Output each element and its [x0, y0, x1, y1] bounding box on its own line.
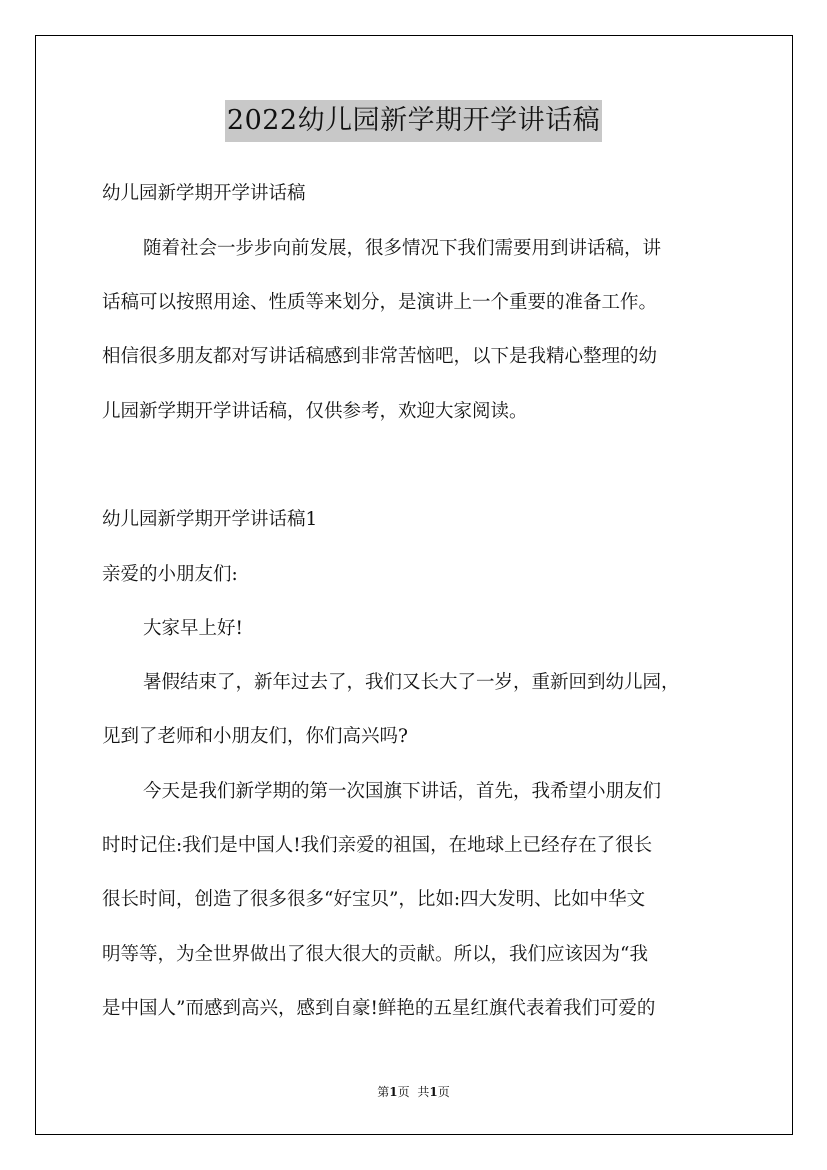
paragraph-line: 今天是我们新学期的第一次国旗下讲话，首先，我希望小朋友们 — [143, 781, 662, 802]
paragraph-line: 是中国人”而感到高兴，感到自豪!鲜艳的五星红旗代表着我们可爱的 — [102, 998, 656, 1019]
title-container — [0, 100, 827, 142]
salutation: 亲爱的小朋友们: — [102, 564, 238, 585]
paragraph-line: 暑假结束了，新年过去了，我们又长大了一岁，重新回到幼儿园， — [143, 672, 680, 693]
intro-line: 话稿可以按照用途、性质等来划分，是演讲上一个重要的准备工作。 — [102, 292, 658, 313]
document-title: 2022幼儿园新学期开学讲话稿 — [225, 100, 602, 142]
document-subtitle: 幼儿园新学期开学讲话稿 — [102, 183, 306, 204]
page-number: 1 — [389, 1085, 398, 1099]
paragraph-line: 见到了老师和小朋友们，你们高兴吗? — [102, 726, 408, 747]
page-footer — [0, 1084, 827, 1100]
intro-line: 儿园新学期开学讲话稿，仅供参考，欢迎大家阅读。 — [102, 401, 528, 422]
total-suffix: 页 — [437, 1085, 450, 1099]
intro-line: 相信很多朋友都对写讲话稿感到非常苦恼吧，以下是我精心整理的幼 — [102, 346, 658, 367]
paragraph-line: 很长时间，创造了很多很多“好宝贝”，比如:四大发明、比如中华文 — [102, 889, 646, 910]
total-prefix: 共 — [417, 1085, 430, 1099]
paragraph-line: 明等等，为全世界做出了很大很大的贡献。所以，我们应该因为“我 — [102, 944, 648, 965]
greeting: 大家早上好! — [143, 618, 243, 639]
section-heading: 幼儿园新学期开学讲话稿1 — [102, 509, 318, 530]
page-prefix: 第 — [377, 1085, 390, 1099]
total-pages: 1 — [429, 1085, 438, 1099]
intro-line: 随着社会一步步向前发展，很多情况下我们需要用到讲话稿，讲 — [143, 238, 662, 259]
paragraph-line: 时时记住:我们是中国人!我们亲爱的祖国，在地球上已经存在了很长 — [102, 835, 653, 856]
page-suffix: 页 — [397, 1085, 410, 1099]
